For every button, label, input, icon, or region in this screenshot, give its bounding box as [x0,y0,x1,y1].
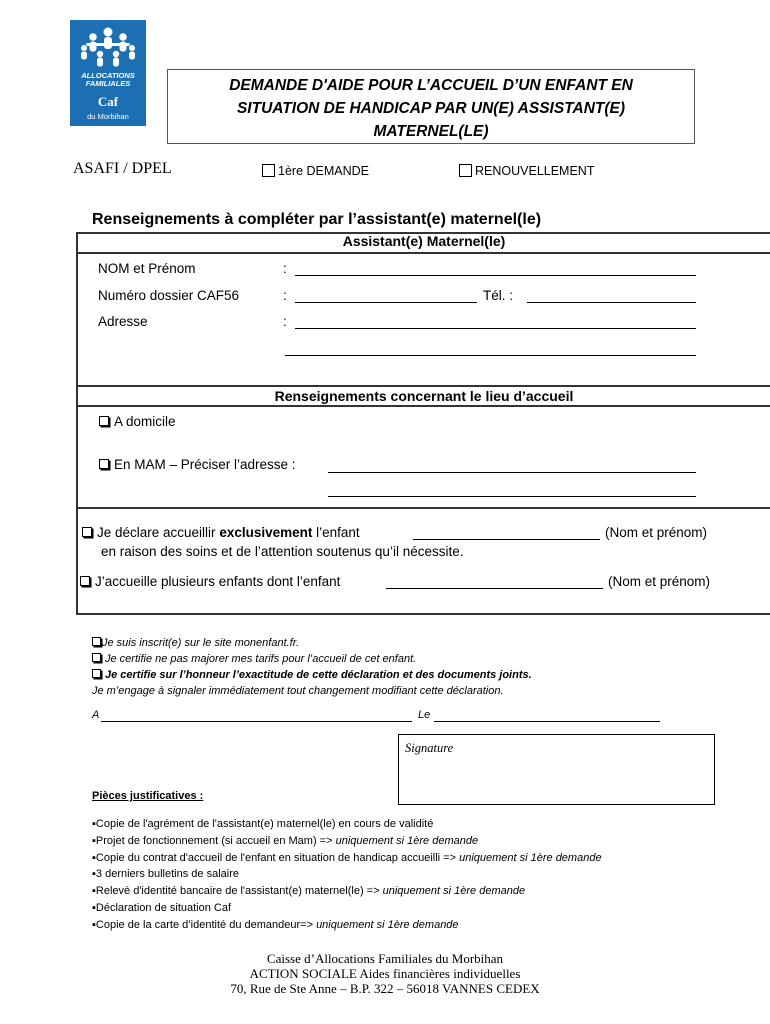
phone-label: Tél. : [483,288,514,303]
first-request-checkbox[interactable] [262,164,275,177]
file-colon: : [283,288,287,303]
first-request-option[interactable]: 1ère DEMANDE [262,164,369,178]
exclusive-checkbox[interactable] [82,527,92,537]
caf-logo [70,20,146,126]
home-option[interactable]: A domicile [99,414,176,429]
logo-dept: du Morbihan [87,112,129,121]
document-item: ▪Déclaration de situation Caf [92,902,232,914]
bullet-icon: ▪ [92,885,96,898]
signature-box[interactable] [398,734,715,805]
assistant-band: Assistant(e) Maternel(le) [76,232,770,254]
rates-checkbox[interactable] [92,653,101,662]
place-label: A [92,709,100,721]
several-children-option[interactable]: J’accueille plusieurs enfants dont l’enfant [80,574,340,589]
address-field[interactable] [295,328,696,329]
document-item: ▪3 derniers bulletins de salaire [92,868,239,881]
bullet-icon: ▪ [92,918,96,931]
name-hint-2: (Nom et prénom) [608,574,711,589]
address-label: Adresse [98,314,148,329]
renewal-option[interactable]: RENOUVELLEMENT [459,164,594,178]
name-label: NOM et Prénom [98,261,196,276]
divider [76,507,770,509]
address-field-line2[interactable] [285,355,696,356]
several-children-checkbox[interactable] [80,576,90,586]
section-title: Renseignements à compléter par l’assistant(e) maternel(le) [92,211,542,228]
honour-checkbox[interactable] [92,669,101,678]
bullet-icon: ▪ [92,868,96,881]
signature-label: Signature [405,741,454,755]
bullet-icon: ▪ [92,818,96,830]
document-item: ▪Relevé d'identité bancaire de l'assistant(e) maternel(le) => uniquement si 1ère demande [92,885,526,898]
logo-text: ALLOCATIONS FAMILIALES [81,71,135,88]
mam-option[interactable]: En MAM – Préciser l’adresse : [99,457,296,472]
commitment-text: Je m’engage à signaler immédiatement tout changement modifiant cette déclaration. [92,685,504,697]
address-colon: : [283,314,287,329]
child-name-field-2[interactable] [386,588,603,589]
renewal-checkbox[interactable] [459,164,472,177]
documents-title: Pièces justificatives : [92,790,204,802]
mam-address-field[interactable] [328,472,696,473]
date-label: Le [418,709,431,721]
file-number-field[interactable] [295,302,477,303]
registered-checkbox[interactable] [92,637,101,646]
bullet-icon: ▪ [92,834,96,847]
child-name-field[interactable] [413,539,600,540]
bullet-icon: ▪ [92,902,96,914]
mam-address-field-line2[interactable] [328,496,696,497]
logo-brand: Caf [97,94,119,109]
certify-registered[interactable]: Je suis inscrit(e) sur le site monenfant.fr. [92,637,299,649]
home-checkbox[interactable] [99,416,109,426]
name-field[interactable] [295,275,696,276]
document-item: ▪Copie du contrat d'accueil de l'enfant en situation de handicap accueilli => uniquement si 1ère demande [92,851,602,864]
certify-rates[interactable]: Je certifie ne pas majorer mes tarifs pour l’accueil de cet enfant. [92,653,416,665]
date-field[interactable] [434,721,660,722]
phone-field[interactable] [527,302,696,303]
bullet-icon: ▪ [92,851,96,864]
name-hint: (Nom et prénom) [605,525,708,540]
document-item: ▪Copie de l'agrément de l'assistant(e) maternel(le) en cours de validité [92,818,434,830]
mam-checkbox[interactable] [99,459,109,469]
declaration-line2: en raison des soins et de l’attention soutenus qu’il nécessite. [101,544,464,559]
name-colon: : [283,261,287,276]
document-item: ▪Copie de la carte d’identité du demandeur=> uniquement si 1ère demande [92,918,459,931]
document-title: DEMANDE D'AIDE POUR L’ACCUEIL D’UN ENFANT EN SITUATION DE HANDICAP PAR UN(E) ASSISTANT(E) MATERNEL(LE) [167,69,695,144]
footer: Caisse d’Allocations Familiales du Morbihan ACTION SOCIALE Aides financières individuelles 70, Rue de Ste Anne – B.P. 322 – 56018 VANNES CEDEX [230,951,540,996]
file-number-label: Numéro dossier CAF56 [98,288,240,303]
place-field[interactable] [101,721,412,722]
form-code: ASAFI / DPEL [73,160,172,177]
document-item: ▪Projet de fonctionnement (si accueil en Mam) => uniquement si 1ère demande [92,834,479,847]
location-band: Renseignements concernant le lieu d’accueil [76,385,770,407]
certify-honour[interactable]: Je certifie sur l’honneur l’exactitude de cette déclaration et des documents joints. [92,669,532,681]
exclusive-declaration[interactable]: Je déclare accueillir exclusivement l’enfant [82,525,762,540]
